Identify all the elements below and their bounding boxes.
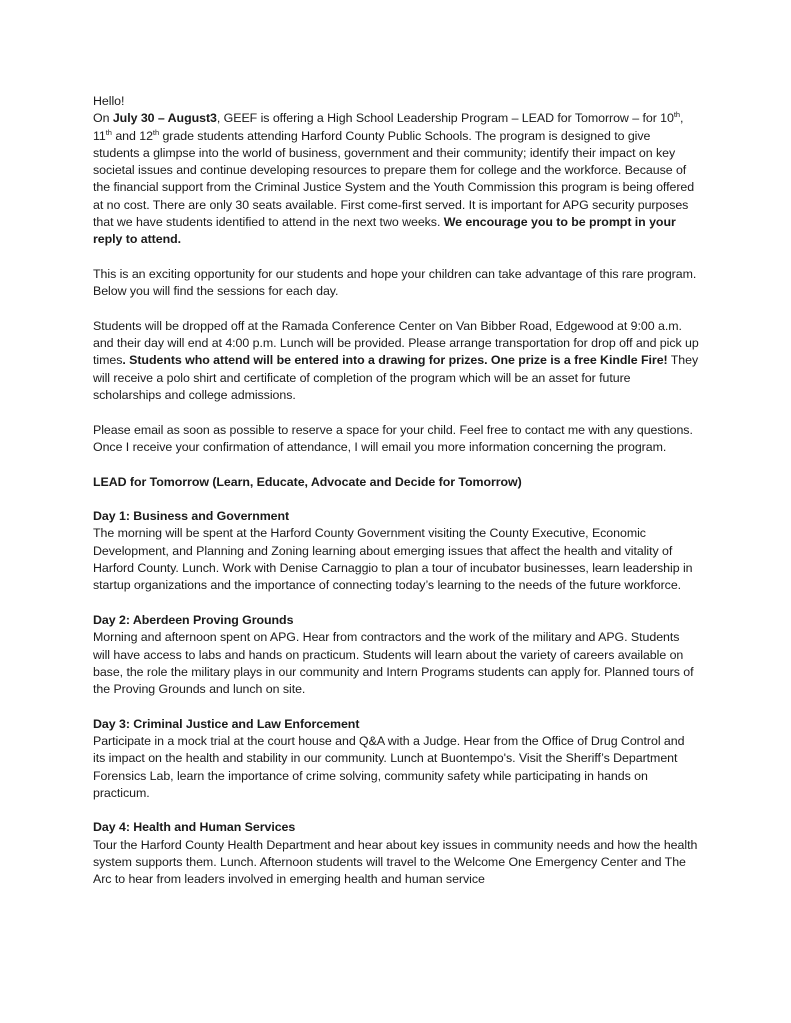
grade-11: 11 (93, 128, 106, 143)
logistics-text-1: Students will be dropped off at the Ramada Conference Center on Van Bibber Road, Edgewood at 9:00 a.m. and their day will end at 4:00 p.m. Lunch will be provided. Please arrange transportation for drop off and pick up times (93, 318, 699, 368)
program-dates: July 30 – August3 (112, 111, 217, 126)
day-2-body: Morning and afternoon spent on APG. Hear from contractors and the work of the military and APG. Students will have access to labs and hands on practicum. Students will learn about the variety of careers available on base, the role the military plays in our community and Intern Programs students can apply for. Planned tours of the Proving Grounds and lunch on site. (93, 630, 694, 697)
letter-page (93, 93, 699, 889)
spacer (93, 249, 699, 266)
grade-12-suffix: th (152, 127, 160, 137)
day-4-body: Tour the Harford County Health Department and hear about key issues in community needs and how the health system supports them. Lunch. Afternoon students will travel to the Welcome One Emergency Center and The Arc to hear from leaders involved in emerging health and human service (93, 837, 698, 887)
prize-callout: . Students who attend will be entered into a drawing for prizes. One prize is a free Kindle Fire! (122, 353, 668, 368)
logistics-paragraph (93, 318, 699, 404)
day-1-title-text: Day 1: Business and Government (93, 509, 290, 524)
grade-separator-2: and (111, 128, 140, 143)
grade-10-suffix: th (673, 110, 681, 120)
spacer (93, 802, 699, 819)
grade-12: 12 (139, 128, 153, 143)
contact-paragraph: Please email as soon as possible to reserve a space for your child. Feel free to contact me with any questions. Once I receive your confirmation of attendance, I will email you more information concerning the program. (93, 422, 693, 454)
intro-text-1: On (93, 111, 113, 126)
spacer (93, 491, 699, 508)
grade-11-suffix: th (105, 127, 112, 137)
opportunity-paragraph: This is an exciting opportunity for our students and hope your children can take advantage of this rare program. Below you will find the sessions for each day. (93, 266, 697, 299)
day-3-title-text: Day 3: Criminal Justice and Law Enforcement (93, 716, 360, 731)
spacer (93, 456, 699, 473)
intro-text-3: grade students attending Harford County Public Schools. The program is designed to give students a glimpse into the world of business, government and their community; identify their impact on key societal issues and continue developing resources to prepare them for college and the workforce. Because of the financial support from the Criminal Justice System and the Youth Commission this program is being offered at no cost. There are only 30 seats available. First come-first served. It is important for APG security purposes that we have students identified to attend in the next two weeks. (93, 128, 695, 230)
grade-10: 10 (660, 111, 674, 126)
day-4-title-text: Day 4: Health and Human Services (93, 820, 296, 835)
spacer (93, 698, 699, 715)
day-3-body: Participate in a mock trial at the court house and Q&A with a Judge. Hear from the Office of Drug Control and its impact on the health and stability in our community. Lunch at Buontempo's. Visit the Sheriff’s Department Forensics Lab, learn the importance of crime solving, community safety while participating in hands on practicum. (93, 733, 685, 800)
day-4-title (93, 819, 699, 836)
grade-separator-1: , (680, 111, 684, 126)
day-1-body: The morning will be spent at the Harford County Government visiting the County Executive, Economic Development, and Planning and Zoning learning about emerging issues that affect the health and vitality of Harford County. Lunch. Work with Denise Carnaggio to plan a tour of incubator businesses, learn leadership in startup organizations and the importance of connecting today’s learning to the needs of the future workforce. (93, 526, 693, 593)
spacer (93, 404, 699, 421)
day-2-title-text: Day 2: Aberdeen Proving Grounds (93, 612, 294, 627)
day-1-title (93, 508, 699, 525)
intro-paragraph (93, 110, 699, 248)
spacer (93, 595, 699, 612)
intro-bold-callout: We encourage you to be prompt in your reply to attend. (93, 215, 676, 247)
program-title-text: LEAD for Tomorrow (Learn, Educate, Advocate and Decide for Tomorrow) (93, 474, 522, 489)
logistics-text-2: They will receive a polo shirt and certificate of completion of the program which will be an asset for future scholarships and college admissions. (93, 353, 699, 403)
spacer (93, 301, 699, 318)
greeting: Hello! (93, 94, 125, 108)
intro-text-2: , GEEF is offering a High School Leadership Program – LEAD for Tomorrow – for (216, 111, 661, 126)
day-3-title (93, 716, 699, 733)
program-title (93, 474, 699, 491)
day-2-title (93, 612, 699, 629)
